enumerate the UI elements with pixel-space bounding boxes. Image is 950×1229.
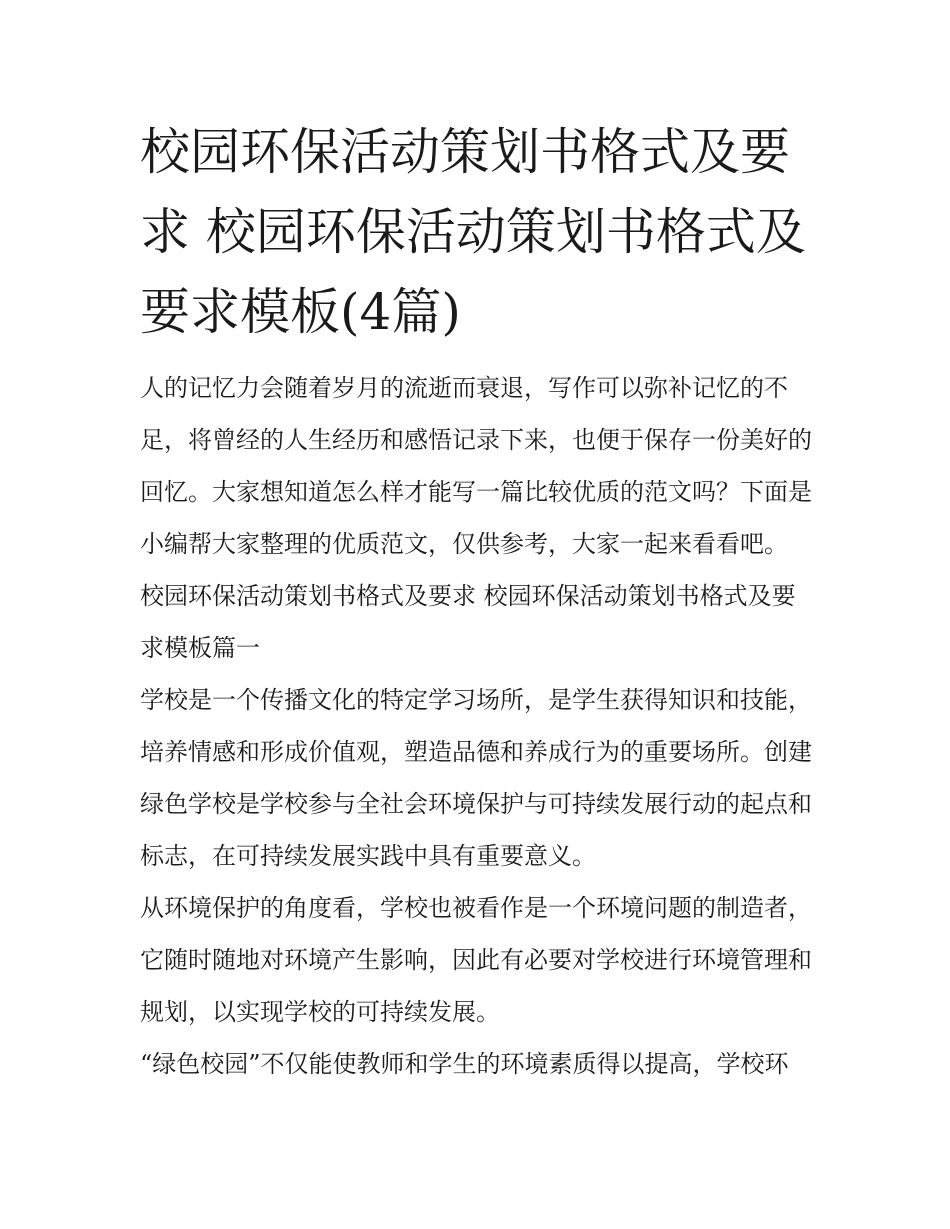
body-paragraph: “绿色校园”不仅能使教师和学生的环境素质得以提高，学校环 [140, 1050, 789, 1078]
section-heading: 校园环保活动策划书格式及要求 校园环保活动策划书格式及要求模板篇一 [140, 582, 796, 662]
document-title: 校园环保活动策划书格式及要求 校园环保活动策划书格式及要求模板(4篇) [140, 123, 806, 341]
body-paragraph: 从环境保护的角度看，学校也被看作是一个环境问题的制造者，它随时随地对环境产生影响，因此有必要对学校进行环境管理和规划，以实现学校的可持续发展。 [140, 894, 812, 1026]
intro-paragraph: 人的记忆力会随着岁月的流逝而衰退，写作可以弥补记忆的不足，将曾经的人生经历和感悟记录下来，也便于保存一份美好的回忆。大家想知道怎么样才能写一篇比较优质的范文吗？下面是小编帮大家整理的优质范文，仅供参考，大家一起来看看吧。 [140, 374, 812, 558]
body-paragraph: 学校是一个传播文化的特定学习场所，是学生获得知识和技能，培养情感和形成价值观，塑造品德和养成行为的重要场所。创建绿色学校是学校参与全社会环境保护与可持续发展行动的起点和标志，在可持续发展实践中具有重要意义。 [140, 686, 812, 870]
document-body [140, 112, 815, 1090]
